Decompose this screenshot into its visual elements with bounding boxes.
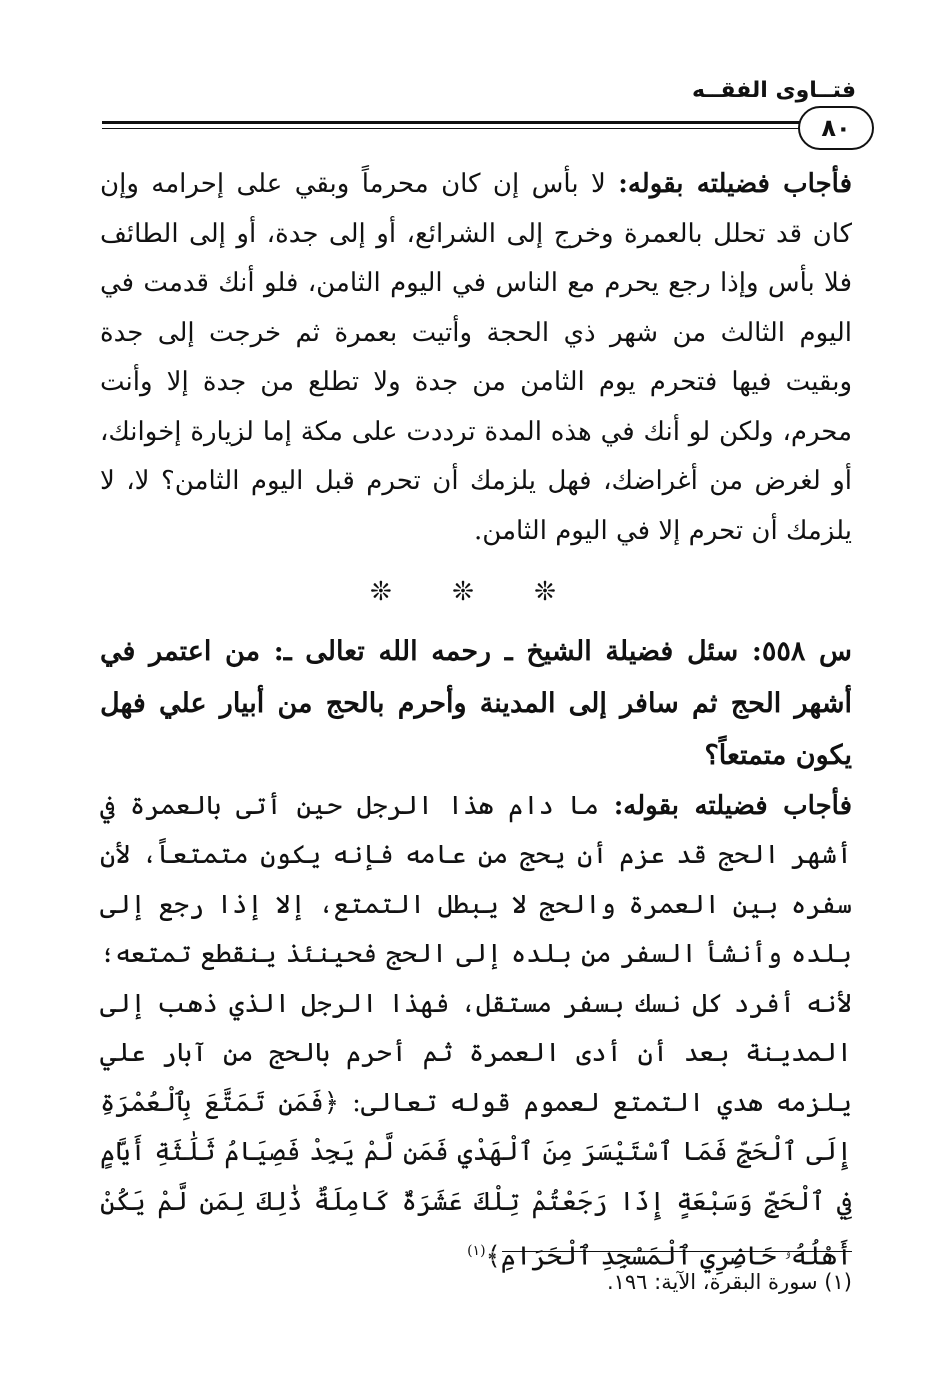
page-number: ٨٠	[798, 106, 874, 150]
answer-text: لا بأس إن كان محرماً وبقي على إحرامه وإن كان قد تحلل بالعمرة وخرج إلى الشرائع، أو إلى جدة، أو إلى الطائف فلا بأس وإذا رجع يحرم مع الناس في اليوم الثامن، فلو أنك قدمت في اليوم الثالث من شهر ذي الحجة وأتيت بعمرة ثم خرجت إلى جدة وبقيت فيها فتحرم يوم الثامن من جدة ولا تطلع من جدة إلا وأنت محرم، ولكن لو أنك في هذه المدة ترددت على مكة إما لزيارة إخوانك، أو لغرض من أغراضك، فهل يلزمك أن تحرم قبل اليوم الثامن؟ لا، لا يلزمك أن تحرم إلا في اليوم الثامن.	[100, 169, 852, 546]
footnote-rule	[502, 1251, 852, 1252]
question-number: س ٥٥٨:	[751, 635, 852, 667]
answer-text: ما دام هذا الرجل حين أتى بالعمرة في أشهر الحج قد عزم أن يحج من عامه فإنه يكون متمتعاً، لأن سفره بين العمرة والحج لا يبطل التمتع، إلا إذا رجع إلى بلده وأنشأ السفر من بلده إلى الحج فحينئذ ينقطع تمتعه؛ لأنه أفرد كل نسك بسفر مستقل، فهذا الرجل الذي ذهب إلى المدينة بعد أن أدى العمرة ثم أحرم بالحج من آبار علي يلزمه هدي التمتع لعموم قوله تعالى:	[100, 790, 852, 1118]
answer-paragraph-2	[100, 782, 852, 1283]
question-paragraph	[100, 626, 852, 782]
header-rule	[102, 121, 830, 129]
footnote-reference: (١)	[467, 1243, 486, 1259]
answer-lead: فأجاب فضيلته بقوله:	[618, 169, 853, 199]
page-body	[100, 160, 852, 1282]
section-separator: ❊ ❊ ❊	[370, 577, 582, 607]
answer-paragraph-1	[100, 160, 852, 556]
quran-quote: ﴿فَمَن تَمَتَّعَ بِٱلْعُمْرَةِ إِلَى ٱلْحَجِّ فَمَا ٱسْتَيْسَرَ مِنَ ٱلْهَدْيِ فَمَن لَّمْ يَجِدْ فَصِيَامُ ثَلَٰثَةِ أَيَّامٍ فِي ٱلْحَجِّ وَسَبْعَةٍ إِذَا رَجَعْتُمْ تِلْكَ عَشَرَةٌ كَامِلَةٌ ذَٰلِكَ لِمَن لَّمْ يَكُنْ أَهْلُهُۥ حَاضِرِي ٱلْمَسْجِدِ ٱلْحَرَامِ﴾	[100, 1087, 852, 1272]
question-text: سئل فضيلة الشيخ ـ رحمه الله تعالى ـ: من اعتمر في أشهر الحج ثم سافر إلى المدينة وأحرم بالحج من أبيار علي فهل يكون متمتعاً؟	[100, 635, 852, 771]
running-header-title: فتــاوى الفقــه	[691, 78, 856, 103]
answer-lead: فأجاب فضيلته بقوله:	[613, 790, 852, 821]
footnote: (١) سورة البقرة، الآية: ١٩٦.	[606, 1270, 852, 1294]
